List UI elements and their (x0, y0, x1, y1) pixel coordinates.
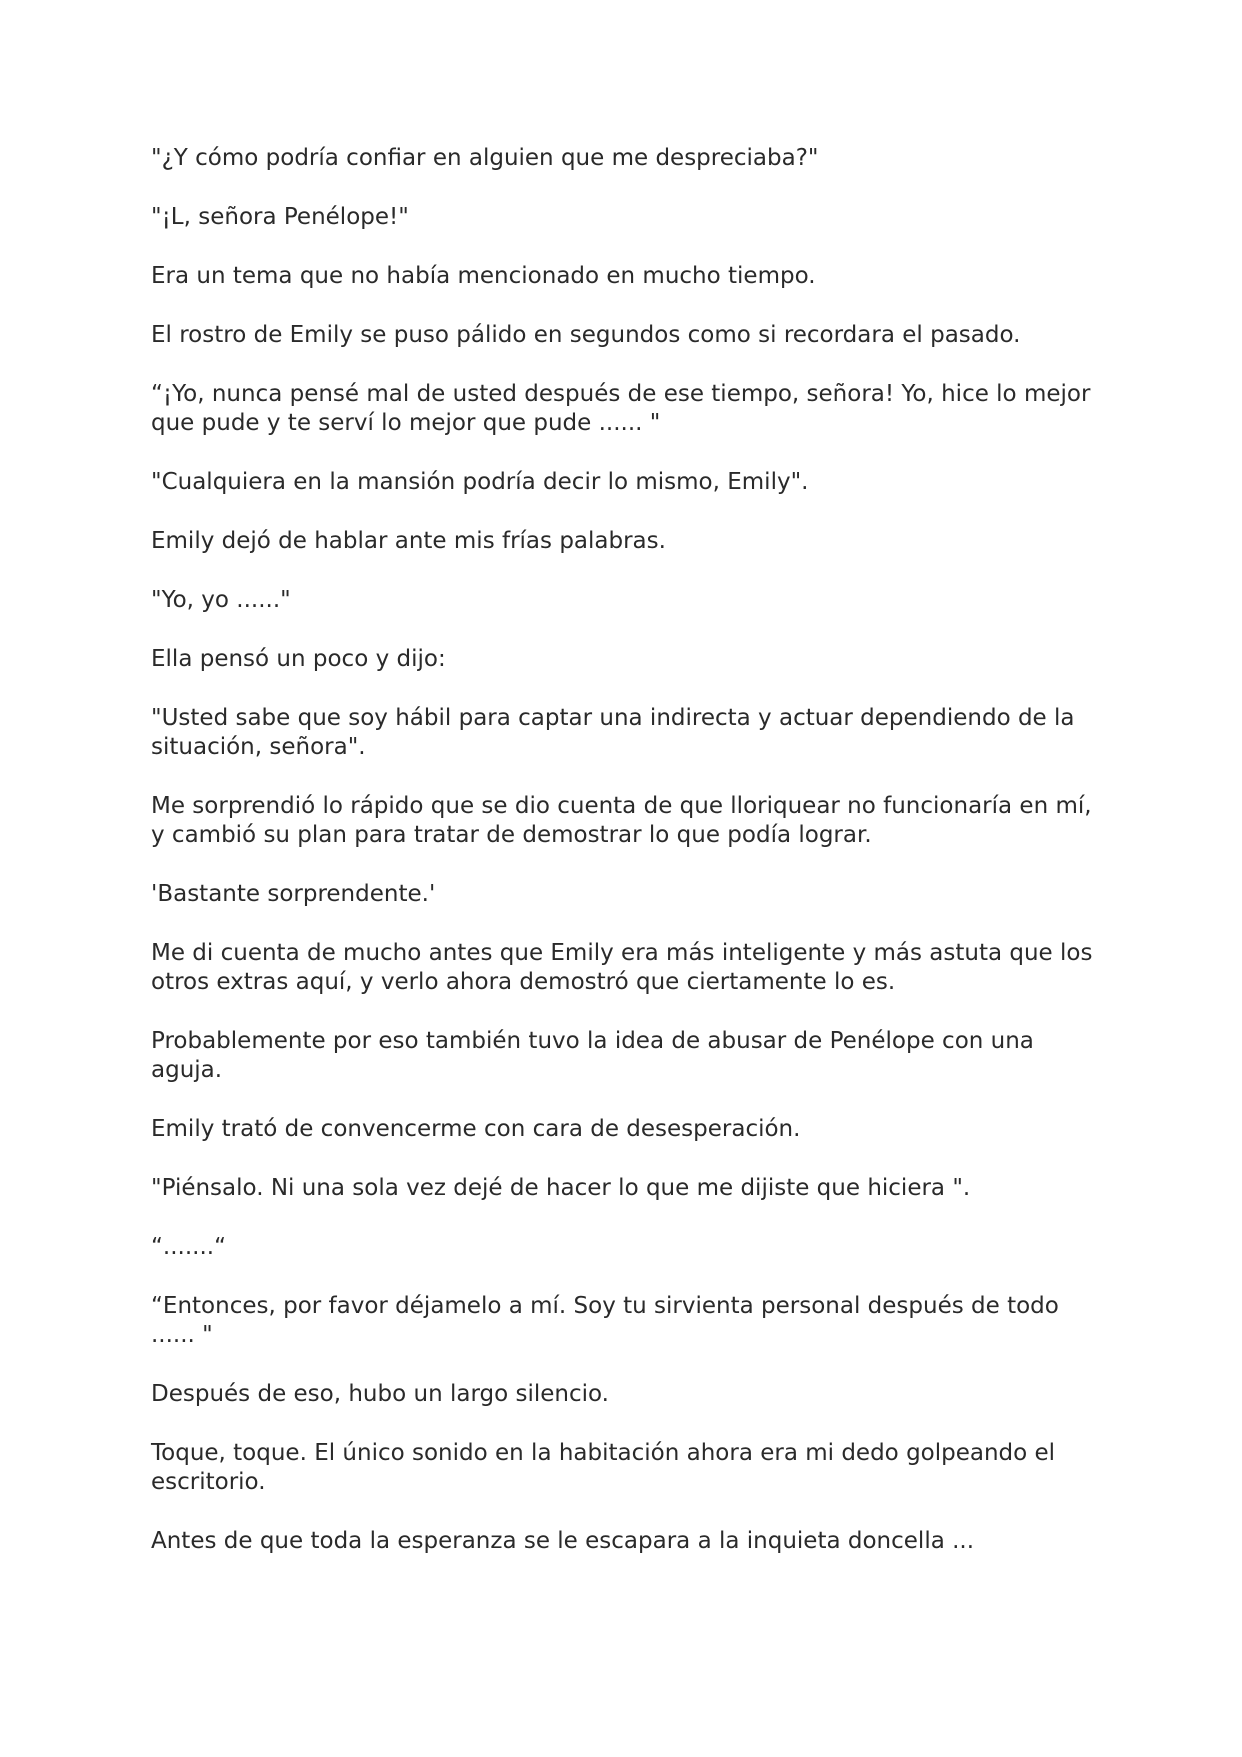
paragraph: El rostro de Emily se puso pálido en segundos como si recordara el pasado. (151, 322, 1021, 348)
paragraph: "Usted sabe que soy hábil para captar una indirecta y actuar dependiendo de la situación, señora". (151, 705, 1082, 760)
paragraph: “.......“ (151, 1234, 227, 1260)
paragraph: Emily dejó de hablar ante mis frías palabras. (151, 528, 666, 554)
paragraph: 'Bastante sorprendente.' (151, 881, 436, 907)
paragraph: "Cualquiera en la mansión podría decir lo mismo, Emily". (151, 469, 809, 495)
document-body (151, 144, 1103, 1586)
paragraph: "¡L, señora Penélope!" (151, 204, 409, 230)
paragraph: Era un tema que no había mencionado en mucho tiempo. (151, 263, 816, 289)
paragraph: Antes de que toda la esperanza se le escapara a la inquieta doncella ... (151, 1528, 975, 1554)
paragraph: Emily trató de convencerme con cara de desesperación. (151, 1116, 801, 1142)
paragraph: Después de eso, hubo un largo silencio. (151, 1381, 609, 1407)
paragraph: "Piénsalo. Ni una sola vez dejé de hacer lo que me dijiste que hiciera ". (151, 1175, 971, 1201)
paragraph: "¿Y cómo podría confiar en alguien que me despreciaba?" (151, 145, 819, 171)
paragraph: Me di cuenta de mucho antes que Emily era más inteligente y más astuta que los otros extras aquí, y verlo ahora demostró que ciertamente lo es. (151, 940, 1100, 995)
paragraph: Me sorprendió lo rápido que se dio cuenta de que lloriquear no funcionaría en mí, y cambió su plan para tratar de demostrar lo que podía lograr. (151, 793, 1099, 848)
paragraph: "Yo, yo ......" (151, 587, 291, 613)
paragraph: “¡Yo, nunca pensé mal de usted después de ese tiempo, señora! Yo, hice lo mejor que pude y te serví lo mejor que pude ...... " (151, 381, 1098, 436)
paragraph: “Entonces, por favor déjamelo a mí. Soy tu sirvienta personal después de todo ...... " (151, 1293, 1067, 1348)
paragraph: Probablemente por eso también tuvo la idea de abusar de Penélope con una aguja. (151, 1028, 1042, 1083)
paragraph: Ella pensó un poco y dijo: (151, 646, 446, 672)
paragraph: Toque, toque. El único sonido en la habitación ahora era mi dedo golpeando el escritorio. (151, 1440, 1063, 1495)
